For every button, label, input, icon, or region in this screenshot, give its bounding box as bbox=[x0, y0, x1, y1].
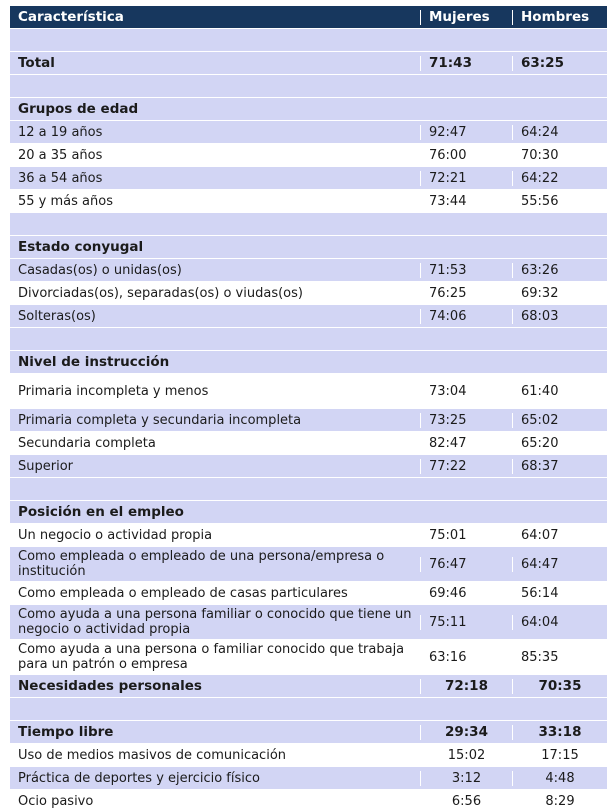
row-label: Estado conyugal bbox=[18, 238, 144, 255]
row-label: Como empleada o empleado de una persona/empresa o institución bbox=[18, 549, 385, 579]
women-value: 63:16 bbox=[420, 650, 512, 665]
women-value: 15:02 bbox=[420, 748, 512, 763]
table-row bbox=[10, 166, 607, 189]
table-row bbox=[10, 674, 607, 697]
table-header bbox=[10, 6, 607, 28]
men-value: 64:22 bbox=[512, 171, 607, 186]
row-label: Secundaria completa bbox=[18, 435, 156, 451]
table-row bbox=[10, 189, 607, 212]
table-row bbox=[10, 789, 607, 812]
men-value: 17:15 bbox=[512, 748, 607, 763]
row-label: Como ayuda a una persona o familiar conocido que trabaja para un patrón o empresa bbox=[18, 642, 405, 672]
women-value: 76:00 bbox=[420, 148, 512, 163]
section-header-row bbox=[10, 350, 607, 373]
table-row bbox=[10, 304, 607, 327]
women-value: 76:25 bbox=[420, 286, 512, 301]
row-label: Posición en el empleo bbox=[18, 503, 184, 520]
table-row bbox=[10, 523, 607, 546]
women-value: 71:53 bbox=[420, 263, 512, 278]
table-row bbox=[10, 373, 607, 408]
men-value: 33:18 bbox=[512, 725, 607, 740]
men-value: 63:26 bbox=[512, 263, 607, 278]
women-value: 77:22 bbox=[420, 459, 512, 474]
header-characteristic: Característica bbox=[18, 8, 124, 25]
women-value: 69:46 bbox=[420, 586, 512, 601]
women-value: 82:47 bbox=[420, 436, 512, 451]
men-value: 69:32 bbox=[512, 286, 607, 301]
women-value: 72:21 bbox=[420, 171, 512, 186]
men-value: 68:03 bbox=[512, 309, 607, 324]
row-label: Como empleada o empleado de casas particulares bbox=[18, 585, 348, 601]
row-label: Solteras(os) bbox=[18, 308, 96, 324]
table-row bbox=[10, 258, 607, 281]
table-body bbox=[10, 28, 607, 812]
table-row bbox=[10, 743, 607, 766]
women-value: 76:47 bbox=[420, 557, 512, 572]
row-label: Necesidades personales bbox=[18, 677, 202, 694]
table-row bbox=[10, 546, 607, 581]
time-use-table bbox=[10, 6, 607, 812]
women-value: 92:47 bbox=[420, 125, 512, 140]
table-row bbox=[10, 51, 607, 74]
spacer-row bbox=[10, 477, 607, 500]
row-label: Superior bbox=[18, 458, 73, 474]
men-value: 64:24 bbox=[512, 125, 607, 140]
row-label: Práctica de deportes y ejercicio físico bbox=[18, 770, 260, 786]
row-label: 55 y más años bbox=[18, 193, 113, 209]
men-value: 64:07 bbox=[512, 528, 607, 543]
men-value: 65:20 bbox=[512, 436, 607, 451]
row-label: Un negocio o actividad propia bbox=[18, 527, 213, 543]
men-value: 8:29 bbox=[512, 794, 607, 809]
spacer-row bbox=[10, 212, 607, 235]
men-value: 68:37 bbox=[512, 459, 607, 474]
row-label: Total bbox=[18, 54, 55, 71]
men-value: 63:25 bbox=[512, 56, 607, 71]
row-label: 36 a 54 años bbox=[18, 170, 103, 186]
row-label: Grupos de edad bbox=[18, 100, 139, 117]
men-value: 85:35 bbox=[512, 650, 607, 665]
header-women: Mujeres bbox=[420, 10, 512, 25]
header-men: Hombres bbox=[512, 10, 607, 25]
women-value: 73:44 bbox=[420, 194, 512, 209]
table-row bbox=[10, 766, 607, 789]
spacer-row bbox=[10, 697, 607, 720]
women-value: 73:25 bbox=[420, 413, 512, 428]
section-header-row bbox=[10, 97, 607, 120]
row-label: Nivel de instrucción bbox=[18, 353, 170, 370]
table-row bbox=[10, 639, 607, 674]
table-row bbox=[10, 281, 607, 304]
men-value: 4:48 bbox=[512, 771, 607, 786]
row-label: Uso de medios masivos de comunicación bbox=[18, 747, 287, 763]
men-value: 61:40 bbox=[512, 384, 607, 399]
section-header-row bbox=[10, 500, 607, 523]
men-value: 70:35 bbox=[512, 679, 607, 694]
row-label: Casadas(os) o unidas(os) bbox=[18, 262, 182, 278]
spacer-row bbox=[10, 28, 607, 51]
men-value: 56:14 bbox=[512, 586, 607, 601]
table-row bbox=[10, 143, 607, 166]
women-value: 71:43 bbox=[420, 56, 512, 71]
women-value: 75:11 bbox=[420, 615, 512, 630]
women-value: 3:12 bbox=[420, 771, 512, 786]
row-label: Primaria completa y secundaria incompleta bbox=[18, 412, 302, 428]
spacer-row bbox=[10, 327, 607, 350]
men-value: 64:47 bbox=[512, 557, 607, 572]
row-label: Ocio pasivo bbox=[18, 793, 94, 809]
row-label: Como ayuda a una persona familiar o conocido que tiene un negocio o actividad propia bbox=[18, 607, 412, 637]
men-value: 55:56 bbox=[512, 194, 607, 209]
women-value: 75:01 bbox=[420, 528, 512, 543]
table-row bbox=[10, 431, 607, 454]
row-label: 12 a 19 años bbox=[18, 124, 103, 140]
women-value: 72:18 bbox=[420, 679, 512, 694]
women-value: 6:56 bbox=[420, 794, 512, 809]
table-row bbox=[10, 408, 607, 431]
men-value: 64:04 bbox=[512, 615, 607, 630]
section-header-row bbox=[10, 235, 607, 258]
table-row bbox=[10, 581, 607, 604]
table-row bbox=[10, 454, 607, 477]
women-value: 74:06 bbox=[420, 309, 512, 324]
women-value: 29:34 bbox=[420, 725, 512, 740]
table-row bbox=[10, 720, 607, 743]
men-value: 70:30 bbox=[512, 148, 607, 163]
table-row bbox=[10, 604, 607, 639]
row-label: 20 a 35 años bbox=[18, 147, 103, 163]
row-label: Divorciadas(os), separadas(os) o viudas(os) bbox=[18, 285, 303, 301]
men-value: 65:02 bbox=[512, 413, 607, 428]
women-value: 73:04 bbox=[420, 384, 512, 399]
table-row bbox=[10, 120, 607, 143]
row-label: Tiempo libre bbox=[18, 723, 114, 740]
spacer-row bbox=[10, 74, 607, 97]
row-label: Primaria incompleta y menos bbox=[18, 383, 209, 399]
